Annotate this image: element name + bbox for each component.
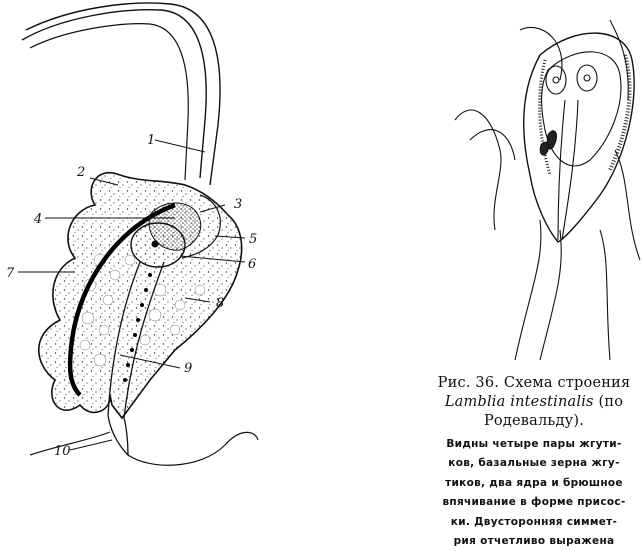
label-7: 7: [6, 266, 15, 281]
caption-line-3: Родевальду).: [483, 413, 585, 429]
description-line: тиков, два ядра и брюшное: [445, 476, 623, 489]
caption-paren: (по: [598, 394, 624, 410]
label-9: 9: [184, 361, 193, 376]
lamblia-sketch: [455, 20, 640, 360]
label-5: 5: [249, 232, 258, 247]
description-line: впячивание в форме присос-: [442, 496, 626, 509]
figure-caption: [428, 374, 640, 431]
species-epithet: intestinalis: [510, 394, 594, 410]
description-line: Видны четыре пары жгути-: [446, 438, 622, 450]
label-3: 3: [234, 197, 243, 212]
species-genus: Lamblia: [444, 394, 506, 410]
figure-description: [428, 435, 640, 551]
label-1: 1: [147, 133, 156, 148]
schematic-cell: [6, 3, 258, 465]
caption-line-1: Рис. 36. Схема строения: [437, 375, 631, 391]
label-10: 10: [54, 444, 71, 459]
description-line: ки. Двусторонняя симмет-: [450, 515, 618, 528]
description-line: рия отчетливо выражена: [453, 535, 615, 548]
caption-line-2: [428, 393, 640, 412]
label-4: 4: [34, 212, 43, 227]
label-6: 6: [248, 257, 257, 272]
label-2: 2: [77, 165, 86, 180]
label-8: 8: [216, 296, 225, 311]
description-line: ков, базальные зерна жгу-: [448, 457, 620, 470]
